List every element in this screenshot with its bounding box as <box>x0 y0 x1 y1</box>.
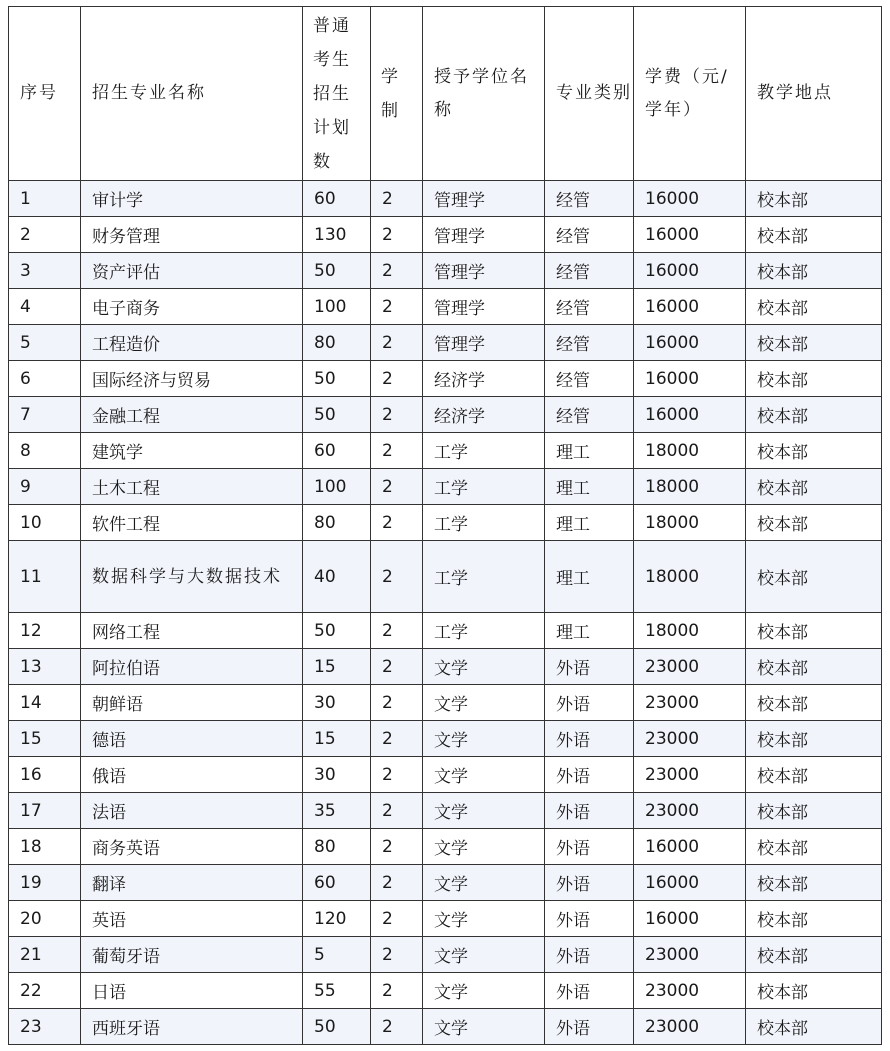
cell-major: 英语 <box>81 901 303 937</box>
cell-location: 校本部 <box>746 505 882 541</box>
cell-category: 经管 <box>545 289 634 325</box>
cell-seq: 14 <box>9 685 81 721</box>
header-duration: 学制 <box>371 7 423 181</box>
table-body <box>9 181 882 1045</box>
cell-seq: 10 <box>9 505 81 541</box>
table-row <box>9 253 882 289</box>
cell-fee: 16000 <box>634 829 746 865</box>
cell-major: 网络工程 <box>81 613 303 649</box>
cell-plan: 30 <box>303 757 371 793</box>
cell-plan: 50 <box>303 253 371 289</box>
header-location: 教学地点 <box>746 7 882 181</box>
cell-plan: 50 <box>303 397 371 433</box>
cell-category: 经管 <box>545 325 634 361</box>
cell-category: 经管 <box>545 181 634 217</box>
cell-duration: 2 <box>371 397 423 433</box>
cell-seq: 23 <box>9 1009 81 1045</box>
cell-plan: 35 <box>303 793 371 829</box>
cell-location: 校本部 <box>746 541 882 613</box>
cell-category: 理工 <box>545 613 634 649</box>
cell-seq: 11 <box>9 541 81 613</box>
cell-duration: 2 <box>371 901 423 937</box>
cell-category: 理工 <box>545 505 634 541</box>
cell-location: 校本部 <box>746 217 882 253</box>
cell-fee: 23000 <box>634 1009 746 1045</box>
cell-major: 法语 <box>81 793 303 829</box>
cell-fee: 16000 <box>634 397 746 433</box>
cell-seq: 13 <box>9 649 81 685</box>
cell-plan: 50 <box>303 1009 371 1045</box>
table-row <box>9 937 882 973</box>
cell-major: 阿拉伯语 <box>81 649 303 685</box>
cell-duration: 2 <box>371 721 423 757</box>
header-category: 专业类别 <box>545 7 634 181</box>
cell-degree: 文学 <box>423 865 545 901</box>
cell-major: 数据科学与大数据技术 <box>81 541 303 613</box>
table-row <box>9 1009 882 1045</box>
cell-major: 德语 <box>81 721 303 757</box>
cell-fee: 23000 <box>634 793 746 829</box>
cell-major: 资产评估 <box>81 253 303 289</box>
table-row <box>9 613 882 649</box>
cell-location: 校本部 <box>746 757 882 793</box>
cell-major: 工程造价 <box>81 325 303 361</box>
cell-degree: 管理学 <box>423 253 545 289</box>
cell-degree: 工学 <box>423 541 545 613</box>
cell-seq: 7 <box>9 397 81 433</box>
cell-fee: 18000 <box>634 469 746 505</box>
cell-fee: 16000 <box>634 253 746 289</box>
cell-plan: 100 <box>303 469 371 505</box>
cell-category: 理工 <box>545 541 634 613</box>
cell-seq: 21 <box>9 937 81 973</box>
cell-major: 商务英语 <box>81 829 303 865</box>
cell-major: 国际经济与贸易 <box>81 361 303 397</box>
cell-major: 审计学 <box>81 181 303 217</box>
cell-duration: 2 <box>371 937 423 973</box>
cell-fee: 23000 <box>634 757 746 793</box>
table-row <box>9 181 882 217</box>
cell-location: 校本部 <box>746 361 882 397</box>
cell-degree: 工学 <box>423 505 545 541</box>
cell-fee: 18000 <box>634 433 746 469</box>
cell-location: 校本部 <box>746 1009 882 1045</box>
cell-degree: 文学 <box>423 901 545 937</box>
cell-major: 西班牙语 <box>81 1009 303 1045</box>
cell-location: 校本部 <box>746 901 882 937</box>
cell-fee: 16000 <box>634 361 746 397</box>
cell-fee: 23000 <box>634 649 746 685</box>
cell-plan: 50 <box>303 613 371 649</box>
table-row <box>9 685 882 721</box>
cell-fee: 23000 <box>634 685 746 721</box>
cell-plan: 130 <box>303 217 371 253</box>
cell-duration: 2 <box>371 649 423 685</box>
table-row <box>9 829 882 865</box>
cell-seq: 1 <box>9 181 81 217</box>
cell-category: 外语 <box>545 973 634 1009</box>
cell-duration: 2 <box>371 469 423 505</box>
cell-duration: 2 <box>371 361 423 397</box>
cell-plan: 55 <box>303 973 371 1009</box>
cell-category: 经管 <box>545 253 634 289</box>
cell-degree: 管理学 <box>423 325 545 361</box>
header-degree: 授予学位名称 <box>423 7 545 181</box>
cell-category: 外语 <box>545 937 634 973</box>
cell-degree: 文学 <box>423 757 545 793</box>
cell-location: 校本部 <box>746 865 882 901</box>
cell-duration: 2 <box>371 757 423 793</box>
cell-duration: 2 <box>371 217 423 253</box>
cell-fee: 16000 <box>634 901 746 937</box>
cell-duration: 2 <box>371 793 423 829</box>
cell-location: 校本部 <box>746 649 882 685</box>
cell-location: 校本部 <box>746 793 882 829</box>
cell-major: 软件工程 <box>81 505 303 541</box>
cell-fee: 16000 <box>634 325 746 361</box>
cell-duration: 2 <box>371 505 423 541</box>
cell-location: 校本部 <box>746 397 882 433</box>
cell-category: 理工 <box>545 433 634 469</box>
cell-location: 校本部 <box>746 829 882 865</box>
table-row <box>9 289 882 325</box>
cell-duration: 2 <box>371 253 423 289</box>
cell-duration: 2 <box>371 613 423 649</box>
table-row <box>9 721 882 757</box>
cell-seq: 16 <box>9 757 81 793</box>
cell-plan: 30 <box>303 685 371 721</box>
cell-degree: 文学 <box>423 1009 545 1045</box>
cell-major: 俄语 <box>81 757 303 793</box>
cell-location: 校本部 <box>746 325 882 361</box>
cell-seq: 4 <box>9 289 81 325</box>
cell-fee: 16000 <box>634 289 746 325</box>
table-row <box>9 361 882 397</box>
cell-degree: 文学 <box>423 973 545 1009</box>
cell-degree: 经济学 <box>423 397 545 433</box>
cell-fee: 16000 <box>634 217 746 253</box>
table-row <box>9 397 882 433</box>
table-row <box>9 793 882 829</box>
cell-duration: 2 <box>371 1009 423 1045</box>
cell-duration: 2 <box>371 181 423 217</box>
enrollment-table <box>8 6 882 1045</box>
cell-fee: 18000 <box>634 613 746 649</box>
cell-degree: 工学 <box>423 469 545 505</box>
cell-duration: 2 <box>371 325 423 361</box>
cell-major: 葡萄牙语 <box>81 937 303 973</box>
table-row <box>9 469 882 505</box>
cell-location: 校本部 <box>746 289 882 325</box>
cell-seq: 12 <box>9 613 81 649</box>
cell-seq: 9 <box>9 469 81 505</box>
cell-plan: 100 <box>303 289 371 325</box>
table-row <box>9 541 882 613</box>
cell-category: 经管 <box>545 397 634 433</box>
cell-category: 外语 <box>545 757 634 793</box>
cell-location: 校本部 <box>746 721 882 757</box>
cell-category: 外语 <box>545 1009 634 1045</box>
cell-degree: 管理学 <box>423 181 545 217</box>
cell-plan: 80 <box>303 829 371 865</box>
cell-seq: 3 <box>9 253 81 289</box>
cell-category: 理工 <box>545 469 634 505</box>
cell-plan: 15 <box>303 649 371 685</box>
cell-plan: 80 <box>303 325 371 361</box>
cell-degree: 文学 <box>423 937 545 973</box>
table-row <box>9 325 882 361</box>
cell-fee: 23000 <box>634 937 746 973</box>
cell-seq: 6 <box>9 361 81 397</box>
cell-degree: 文学 <box>423 793 545 829</box>
cell-category: 外语 <box>545 721 634 757</box>
cell-location: 校本部 <box>746 613 882 649</box>
cell-duration: 2 <box>371 973 423 1009</box>
cell-duration: 2 <box>371 829 423 865</box>
cell-location: 校本部 <box>746 433 882 469</box>
table-row <box>9 649 882 685</box>
cell-major: 朝鲜语 <box>81 685 303 721</box>
cell-fee: 16000 <box>634 181 746 217</box>
cell-seq: 18 <box>9 829 81 865</box>
cell-location: 校本部 <box>746 469 882 505</box>
table-row <box>9 505 882 541</box>
cell-major: 财务管理 <box>81 217 303 253</box>
cell-seq: 19 <box>9 865 81 901</box>
cell-plan: 40 <box>303 541 371 613</box>
cell-category: 外语 <box>545 793 634 829</box>
header-plan: 普通考生招生计划数 <box>303 7 371 181</box>
cell-fee: 18000 <box>634 541 746 613</box>
cell-location: 校本部 <box>746 253 882 289</box>
header-fee: 学费（元/学年） <box>634 7 746 181</box>
cell-category: 经管 <box>545 217 634 253</box>
cell-seq: 5 <box>9 325 81 361</box>
cell-plan: 120 <box>303 901 371 937</box>
cell-category: 外语 <box>545 865 634 901</box>
cell-degree: 经济学 <box>423 361 545 397</box>
cell-duration: 2 <box>371 289 423 325</box>
cell-location: 校本部 <box>746 937 882 973</box>
cell-seq: 15 <box>9 721 81 757</box>
table-row <box>9 865 882 901</box>
cell-plan: 60 <box>303 433 371 469</box>
table-row <box>9 757 882 793</box>
cell-duration: 2 <box>371 433 423 469</box>
cell-fee: 18000 <box>634 505 746 541</box>
cell-category: 外语 <box>545 901 634 937</box>
cell-major: 日语 <box>81 973 303 1009</box>
header-major: 招生专业名称 <box>81 7 303 181</box>
cell-category: 经管 <box>545 361 634 397</box>
cell-plan: 15 <box>303 721 371 757</box>
cell-seq: 2 <box>9 217 81 253</box>
cell-location: 校本部 <box>746 181 882 217</box>
table-row <box>9 433 882 469</box>
cell-degree: 文学 <box>423 721 545 757</box>
cell-duration: 2 <box>371 541 423 613</box>
cell-duration: 2 <box>371 865 423 901</box>
cell-major: 电子商务 <box>81 289 303 325</box>
cell-category: 外语 <box>545 649 634 685</box>
cell-degree: 管理学 <box>423 289 545 325</box>
table-row <box>9 901 882 937</box>
cell-seq: 17 <box>9 793 81 829</box>
cell-plan: 60 <box>303 865 371 901</box>
cell-location: 校本部 <box>746 685 882 721</box>
cell-plan: 50 <box>303 361 371 397</box>
cell-degree: 文学 <box>423 829 545 865</box>
cell-fee: 16000 <box>634 865 746 901</box>
cell-major: 翻译 <box>81 865 303 901</box>
cell-major: 建筑学 <box>81 433 303 469</box>
table-row <box>9 973 882 1009</box>
cell-degree: 文学 <box>423 685 545 721</box>
cell-degree: 管理学 <box>423 217 545 253</box>
cell-fee: 23000 <box>634 721 746 757</box>
cell-seq: 22 <box>9 973 81 1009</box>
header-row <box>9 7 882 181</box>
cell-major: 金融工程 <box>81 397 303 433</box>
cell-degree: 工学 <box>423 613 545 649</box>
cell-duration: 2 <box>371 685 423 721</box>
cell-seq: 8 <box>9 433 81 469</box>
cell-plan: 80 <box>303 505 371 541</box>
header-seq: 序号 <box>9 7 81 181</box>
cell-degree: 工学 <box>423 433 545 469</box>
cell-major: 土木工程 <box>81 469 303 505</box>
cell-fee: 23000 <box>634 973 746 1009</box>
cell-plan: 5 <box>303 937 371 973</box>
cell-degree: 文学 <box>423 649 545 685</box>
cell-category: 外语 <box>545 685 634 721</box>
cell-category: 外语 <box>545 829 634 865</box>
cell-seq: 20 <box>9 901 81 937</box>
table-row <box>9 217 882 253</box>
cell-plan: 60 <box>303 181 371 217</box>
cell-location: 校本部 <box>746 973 882 1009</box>
